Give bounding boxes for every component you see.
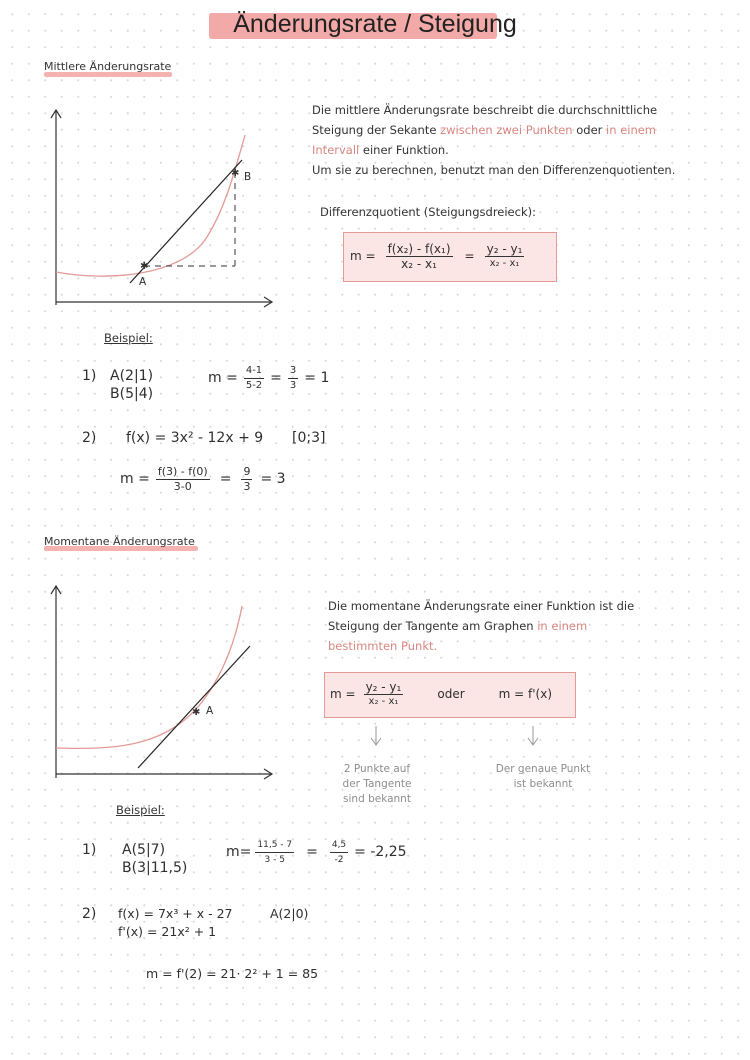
example3-calc <box>226 836 407 868</box>
denominator: 3 <box>243 479 251 493</box>
equals: = <box>306 844 318 860</box>
denominator: x₂ - x₁ <box>368 695 399 707</box>
fraction <box>244 364 264 393</box>
desc-text: Steigung der Sekante <box>312 123 437 137</box>
example-label: Beispiel: <box>116 803 165 817</box>
desc-line: Die momentane Änderungsrate einer Funktion ist die <box>328 599 635 613</box>
numerator: 4,5 <box>330 838 348 853</box>
point: A(2|0) <box>270 906 309 921</box>
or-word: oder <box>437 687 465 701</box>
denominator: x₂ - x₁ <box>401 256 437 271</box>
numerator: y₂ - y₁ <box>486 241 523 256</box>
denominator: x₂ - x₁ <box>489 257 520 269</box>
function: f(x) = 3x² - 12x + 9 <box>126 430 264 446</box>
example1-calc <box>208 362 329 394</box>
fraction <box>241 465 252 494</box>
derivative: f'(x) = 21x² + 1 <box>118 924 217 939</box>
arrow-down-icon <box>370 726 382 748</box>
fraction <box>330 838 348 867</box>
formula-tangent <box>330 676 552 712</box>
fraction <box>156 465 210 494</box>
note-line: der Tangente <box>342 778 412 790</box>
m-label: m= <box>226 844 252 860</box>
secant-graph <box>40 100 280 310</box>
section1-description <box>312 100 675 180</box>
denominator: -2 <box>334 854 344 865</box>
example-number: 2) <box>82 430 97 446</box>
fraction <box>364 680 404 709</box>
note-line: sind bekannt <box>343 793 411 805</box>
example-number: 1) <box>82 842 97 858</box>
point-marker: ✱ <box>192 707 201 718</box>
numerator: f(x₂) - f(x₁) <box>387 241 451 256</box>
denominator: 5-2 <box>245 379 263 391</box>
equals: = <box>270 370 282 386</box>
formula-lhs: m = <box>330 687 356 701</box>
point-b: B(5|4) <box>110 386 154 402</box>
arrow-down-icon <box>527 726 539 748</box>
desc-text: einer Funktion. <box>362 143 449 157</box>
result: = 3 <box>260 471 286 487</box>
tangent-graph <box>40 578 280 783</box>
page-title: Änderungsrate / Steigung <box>233 10 517 38</box>
numerator: f(3) - f(0) <box>157 464 208 478</box>
numerator: y₂ - y₁ <box>365 679 402 694</box>
point-marker: ✱ <box>140 261 149 272</box>
equals: = <box>464 249 475 263</box>
note-line: ist bekannt <box>513 778 573 790</box>
point-b: B(3|11,5) <box>122 860 188 876</box>
point-a: A(5|7) <box>122 842 166 858</box>
equals: = <box>219 471 232 487</box>
point-a: A(2|1) <box>110 368 154 384</box>
note-right <box>488 762 598 792</box>
m-label: m = <box>208 370 238 386</box>
numerator: 11,5 - 7 <box>255 838 294 853</box>
desc-text: Steigung der Tangente am Graphen <box>328 619 534 633</box>
example2-calc <box>120 462 286 496</box>
interval: [0;3] <box>292 430 326 446</box>
desc-highlight: bestimmten Punkt. <box>328 639 438 653</box>
fraction <box>288 364 298 393</box>
desc-highlight: in einem <box>537 619 588 633</box>
denominator: 3 <box>289 379 297 391</box>
desc-line: Die mittlere Änderungsrate beschreibt die durchschnittliche <box>312 103 658 117</box>
note-line: 2 Punkte auf <box>343 763 411 775</box>
desc-highlight: zwischen zwei Punkten <box>440 123 573 137</box>
fraction <box>485 242 525 271</box>
note-line: Der genaue Punkt <box>495 763 591 775</box>
fraction <box>255 838 294 867</box>
result: = 1 <box>304 370 330 386</box>
dq-label: Differenzquotient (Steigungsdreieck): <box>320 205 536 219</box>
function: f(x) = 7x³ + x - 27 <box>118 906 233 921</box>
example-number: 1) <box>82 368 97 384</box>
m-label: m = <box>120 471 150 487</box>
numerator: 9 <box>243 464 251 478</box>
desc-text: oder <box>576 123 603 137</box>
desc-highlight: Intervall <box>312 143 360 157</box>
fraction <box>386 242 453 271</box>
graph1-label-b: B <box>244 171 252 183</box>
graph1-label-a: A <box>139 276 147 288</box>
formula-secant <box>350 238 524 274</box>
section-heading-mittlere: Mittlere Änderungsrate <box>44 60 172 73</box>
numerator: 4-1 <box>244 364 264 379</box>
result: = -2,25 <box>354 844 407 860</box>
derivative-formula: m = f'(x) <box>498 687 553 701</box>
formula-lhs: m = <box>350 249 376 263</box>
denominator: 3 - 5 <box>264 854 285 865</box>
desc-line: Um sie zu berechnen, benutzt man den Differenzenquotienten. <box>312 163 676 177</box>
section2-description <box>328 596 634 656</box>
section-heading-momentane: Momentane Änderungsrate <box>44 535 195 548</box>
example-label: Beispiel: <box>104 331 153 345</box>
denominator: 3-0 <box>173 479 192 493</box>
example-number: 2) <box>82 906 97 922</box>
point-marker: ✱ <box>231 168 240 179</box>
desc-highlight: in einem <box>606 123 657 137</box>
note-left <box>334 762 420 807</box>
numerator: 3 <box>288 364 298 379</box>
graph2-label-a: A <box>206 705 214 717</box>
result-line: m = f'(2) = 21· 2² + 1 = 85 <box>146 966 319 981</box>
